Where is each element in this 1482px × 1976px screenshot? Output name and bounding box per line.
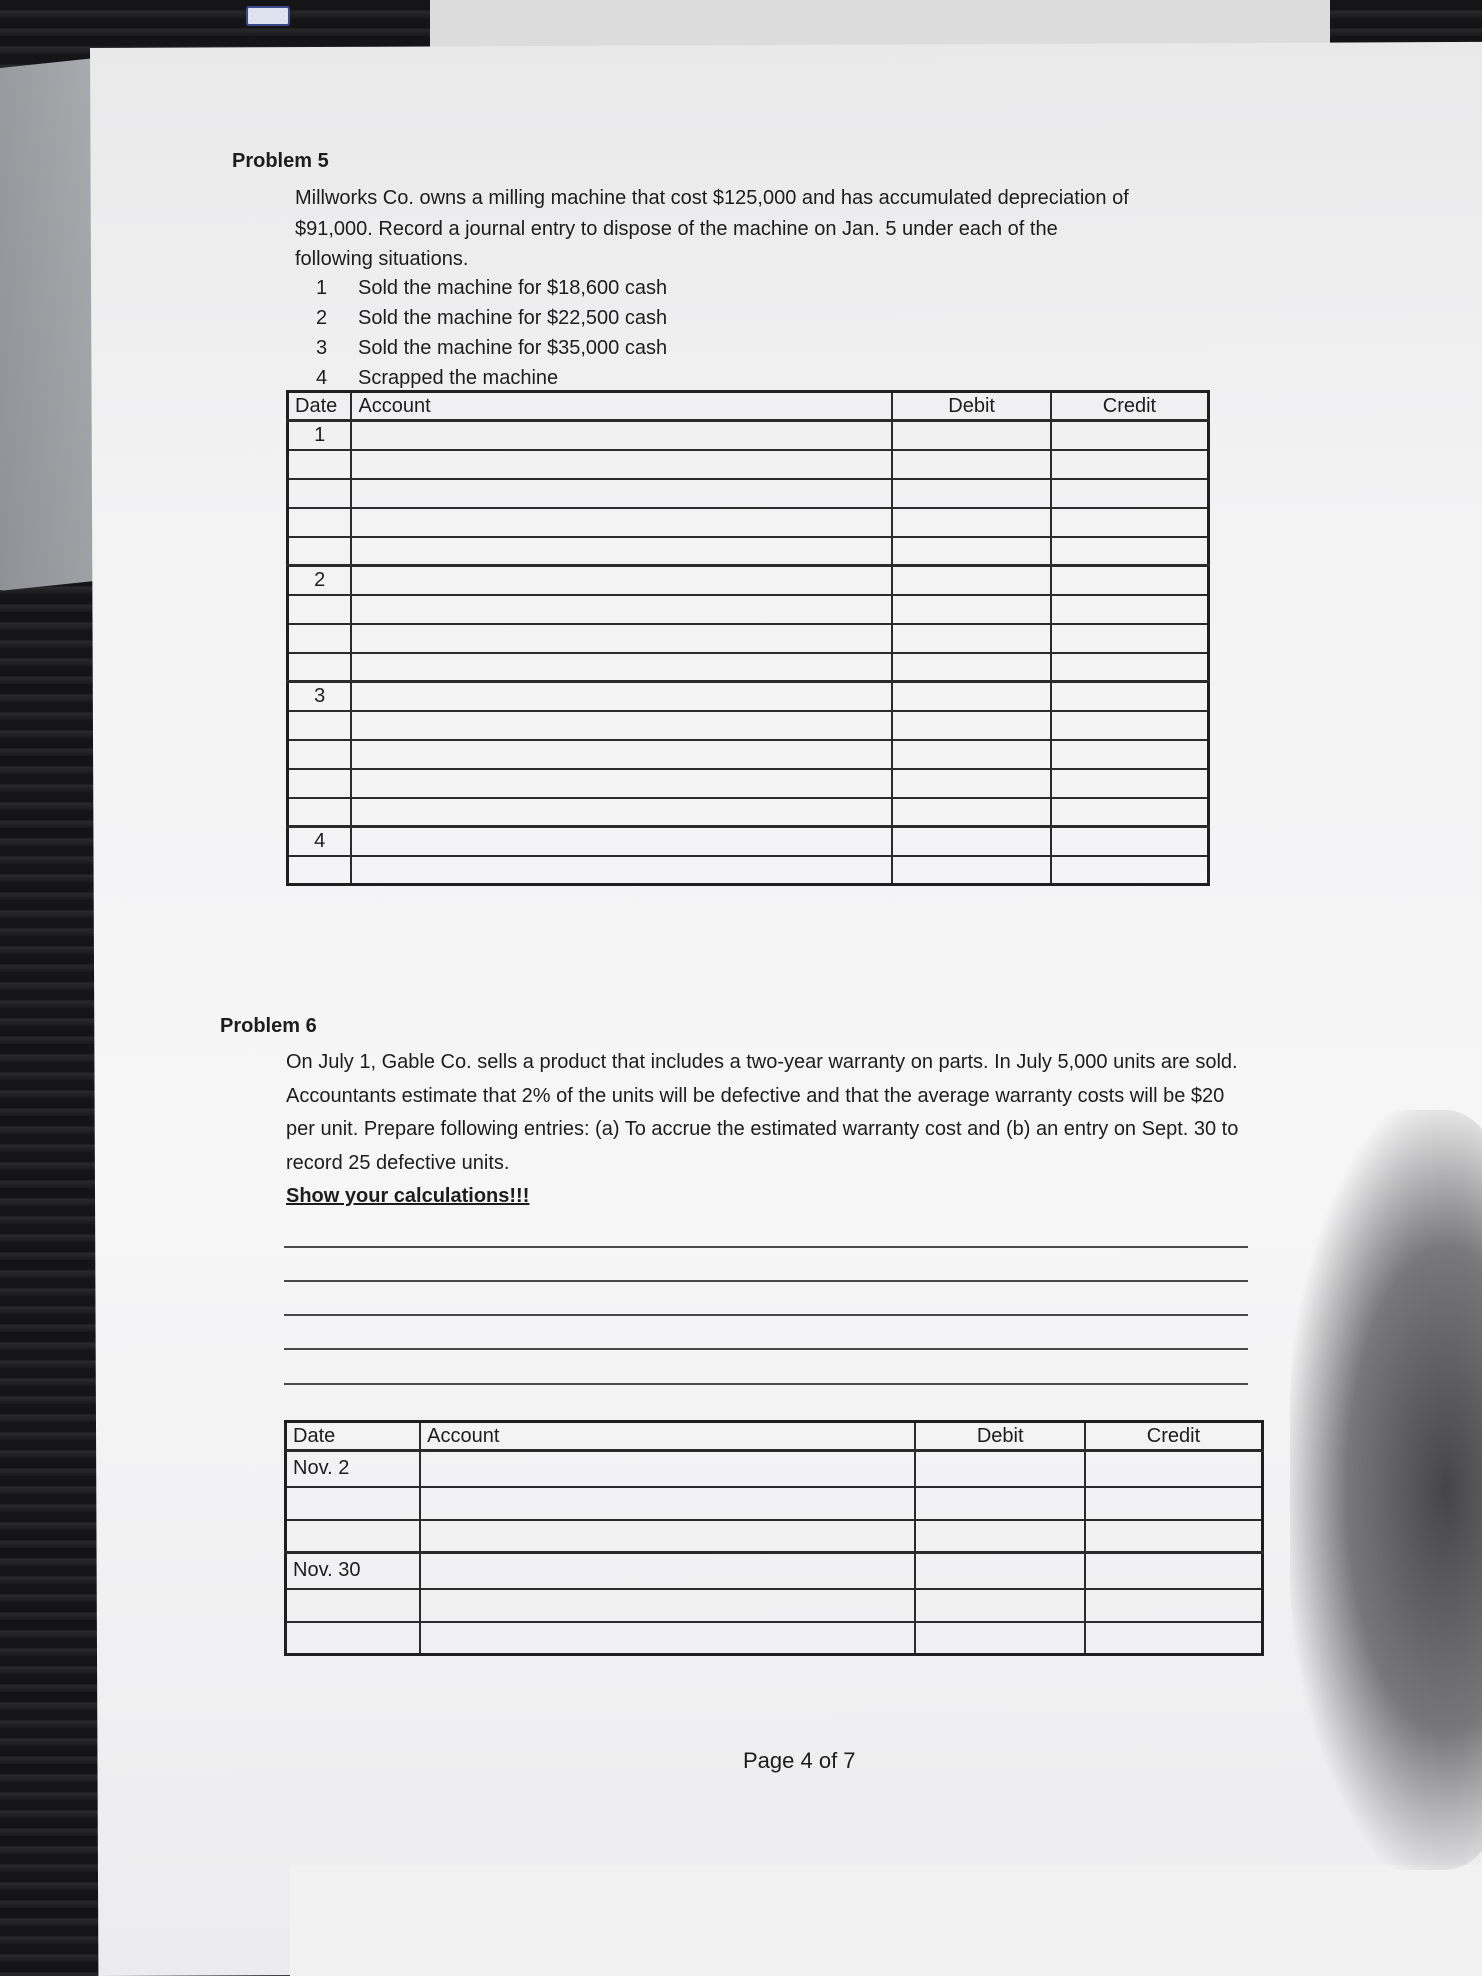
credit-cell[interactable] [1051, 682, 1209, 711]
account-cell[interactable] [351, 450, 892, 479]
situation-text: Sold the machine for $22,500 cash [358, 307, 668, 329]
table-row [288, 856, 1209, 885]
debit-cell[interactable] [892, 508, 1051, 537]
debit-cell[interactable] [892, 653, 1051, 682]
debit-cell[interactable] [915, 1451, 1085, 1487]
problem6-heading: Problem 6 [220, 1015, 317, 1037]
debit-cell[interactable] [892, 856, 1051, 885]
date-cell[interactable] [286, 1589, 421, 1622]
account-cell[interactable] [351, 798, 892, 827]
table-row [286, 1589, 1263, 1622]
table-row [288, 479, 1209, 508]
answer-line[interactable] [284, 1348, 1248, 1350]
debit-cell[interactable] [892, 450, 1051, 479]
entry-label[interactable]: 2 [288, 566, 352, 595]
date-cell[interactable] [288, 740, 352, 769]
problem6-body: On July 1, Gable Co. sells a product that includes a two-year warranty on parts. In July 5,000 units are sold. Accountants estimate that 2% of the units will be defective and that the average warranty costs will be $20 per unit. Prepare following entries: (a) To accrue the estimated warranty cost and (b) an entry on Sept. 30 to record 25 defective units. [286, 1051, 1239, 1174]
date-cell[interactable] [286, 1487, 421, 1520]
problem5-journal-table [286, 390, 1210, 886]
date-cell[interactable] [286, 1520, 421, 1553]
table-row [286, 1520, 1263, 1553]
table-row [288, 566, 1209, 595]
table-row [286, 1487, 1263, 1520]
date-cell[interactable] [288, 537, 352, 566]
debit-cell[interactable] [915, 1589, 1085, 1622]
entry-label[interactable]: 3 [288, 682, 352, 711]
situation-number: 2 [316, 307, 328, 329]
date-cell[interactable]: Nov. 2 [286, 1451, 421, 1487]
account-cell[interactable] [420, 1589, 915, 1622]
credit-cell[interactable] [1051, 595, 1209, 624]
account-cell[interactable] [420, 1487, 915, 1520]
situation-text: Sold the machine for $18,600 cash [358, 277, 668, 299]
credit-cell[interactable] [1051, 856, 1209, 885]
table-row [286, 1451, 1263, 1487]
table-row [288, 450, 1209, 479]
credit-cell[interactable] [1051, 740, 1209, 769]
worksheet-page [90, 42, 1482, 1976]
debit-cell[interactable] [892, 740, 1051, 769]
answer-line[interactable] [284, 1383, 1248, 1385]
situation-number: 3 [316, 337, 328, 359]
credit-cell[interactable] [1085, 1520, 1263, 1553]
credit-cell[interactable] [1051, 769, 1209, 798]
account-cell[interactable] [351, 479, 892, 508]
credit-cell[interactable] [1085, 1487, 1263, 1520]
date-cell[interactable] [288, 711, 352, 740]
credit-cell[interactable] [1051, 479, 1209, 508]
situation-3 [316, 337, 667, 360]
date-cell[interactable] [286, 1622, 421, 1655]
table-row [288, 537, 1209, 566]
table-row [286, 1622, 1263, 1655]
account-cell[interactable] [351, 595, 892, 624]
table-row [288, 421, 1209, 450]
credit-cell[interactable] [1051, 537, 1209, 566]
situation-1 [316, 277, 667, 300]
account-cell[interactable] [420, 1520, 915, 1553]
table-row [288, 740, 1209, 769]
account-header: Account [420, 1422, 915, 1451]
credit-cell[interactable] [1085, 1622, 1263, 1655]
debit-cell[interactable] [892, 827, 1051, 856]
account-cell[interactable] [351, 653, 892, 682]
debit-cell[interactable] [892, 711, 1051, 740]
date-cell[interactable] [288, 856, 352, 885]
debit-header: Debit [915, 1422, 1085, 1451]
page-stack-edge [290, 1865, 1482, 1976]
credit-cell[interactable] [1085, 1553, 1263, 1589]
account-cell[interactable] [351, 682, 892, 711]
date-cell[interactable] [288, 624, 352, 653]
credit-cell[interactable] [1051, 450, 1209, 479]
date-cell[interactable] [288, 653, 352, 682]
date-cell[interactable]: Nov. 30 [286, 1553, 421, 1589]
problem5-heading: Problem 5 [232, 150, 329, 172]
credit-cell[interactable] [1051, 624, 1209, 653]
table-row [288, 682, 1209, 711]
date-cell[interactable] [288, 450, 352, 479]
date-header: Date [286, 1422, 421, 1451]
debit-cell[interactable] [915, 1622, 1085, 1655]
table-row [288, 798, 1209, 827]
credit-header: Credit [1051, 392, 1209, 421]
credit-cell[interactable] [1051, 798, 1209, 827]
debit-cell[interactable] [892, 566, 1051, 595]
account-cell[interactable] [351, 711, 892, 740]
credit-cell[interactable] [1051, 566, 1209, 595]
problem5-intro: Millworks Co. owns a milling machine that cost $125,000 and has accumulated depreciation of $91,000. Record a journal entry to dispose of the machine on Jan. 5 under each of the following situations. [295, 187, 1129, 270]
situation-4 [316, 367, 558, 390]
debit-cell[interactable] [892, 595, 1051, 624]
account-cell[interactable] [351, 740, 892, 769]
situation-text: Sold the machine for $35,000 cash [358, 337, 668, 359]
situation-2 [316, 307, 667, 330]
date-cell[interactable] [288, 769, 352, 798]
situation-number: 4 [316, 367, 328, 389]
credit-cell[interactable] [1051, 421, 1209, 450]
answer-line[interactable] [284, 1246, 1248, 1248]
debit-cell[interactable] [892, 682, 1051, 711]
credit-cell[interactable] [1051, 653, 1209, 682]
account-header: Account [351, 392, 892, 421]
debit-cell[interactable] [892, 479, 1051, 508]
credit-header: Credit [1085, 1422, 1263, 1451]
date-cell[interactable] [288, 508, 352, 537]
account-cell[interactable] [351, 856, 892, 885]
debit-cell[interactable] [915, 1487, 1085, 1520]
credit-cell[interactable] [1051, 827, 1209, 856]
debit-cell[interactable] [915, 1520, 1085, 1553]
account-cell[interactable] [351, 508, 892, 537]
account-cell[interactable] [351, 421, 892, 450]
date-cell[interactable] [288, 798, 352, 827]
account-cell[interactable] [420, 1622, 915, 1655]
account-cell[interactable] [351, 827, 892, 856]
date-cell[interactable] [288, 595, 352, 624]
table-row [288, 653, 1209, 682]
date-header: Date [288, 392, 352, 421]
hand-shadow [1290, 1110, 1482, 1870]
table-header-row [288, 392, 1209, 421]
account-cell[interactable] [420, 1553, 915, 1589]
account-cell[interactable] [351, 624, 892, 653]
situation-text: Scrapped the machine [358, 367, 559, 389]
credit-cell[interactable] [1051, 711, 1209, 740]
table-row [288, 769, 1209, 798]
debit-cell[interactable] [892, 769, 1051, 798]
problem6-journal-table [284, 1420, 1264, 1656]
debit-cell[interactable] [892, 421, 1051, 450]
account-cell[interactable] [420, 1451, 915, 1487]
account-cell[interactable] [351, 566, 892, 595]
account-cell[interactable] [351, 537, 892, 566]
debit-header: Debit [892, 392, 1051, 421]
entry-label[interactable]: 4 [288, 827, 352, 856]
table-row [288, 595, 1209, 624]
table-row [288, 827, 1209, 856]
table-row [286, 1553, 1263, 1589]
page-number: Page 4 of 7 [743, 1748, 856, 1773]
answer-line[interactable] [284, 1280, 1248, 1282]
answer-line[interactable] [284, 1314, 1248, 1316]
table-row [288, 711, 1209, 740]
calculation-emphasis: Show your calculations!!! [286, 1185, 530, 1207]
debit-cell[interactable] [892, 798, 1051, 827]
table-row [288, 624, 1209, 653]
account-cell[interactable] [351, 769, 892, 798]
debit-cell[interactable] [915, 1553, 1085, 1589]
debit-cell[interactable] [892, 537, 1051, 566]
situation-number: 1 [316, 277, 328, 299]
table-header-row [286, 1422, 1263, 1451]
table-row [288, 508, 1209, 537]
debit-cell[interactable] [892, 624, 1051, 653]
sticker-tag [246, 6, 290, 26]
credit-cell[interactable] [1085, 1451, 1263, 1487]
credit-cell[interactable] [1051, 508, 1209, 537]
date-cell[interactable] [288, 479, 352, 508]
credit-cell[interactable] [1085, 1589, 1263, 1622]
problem6-text [286, 1046, 1246, 1214]
entry-label[interactable]: 1 [288, 421, 352, 450]
